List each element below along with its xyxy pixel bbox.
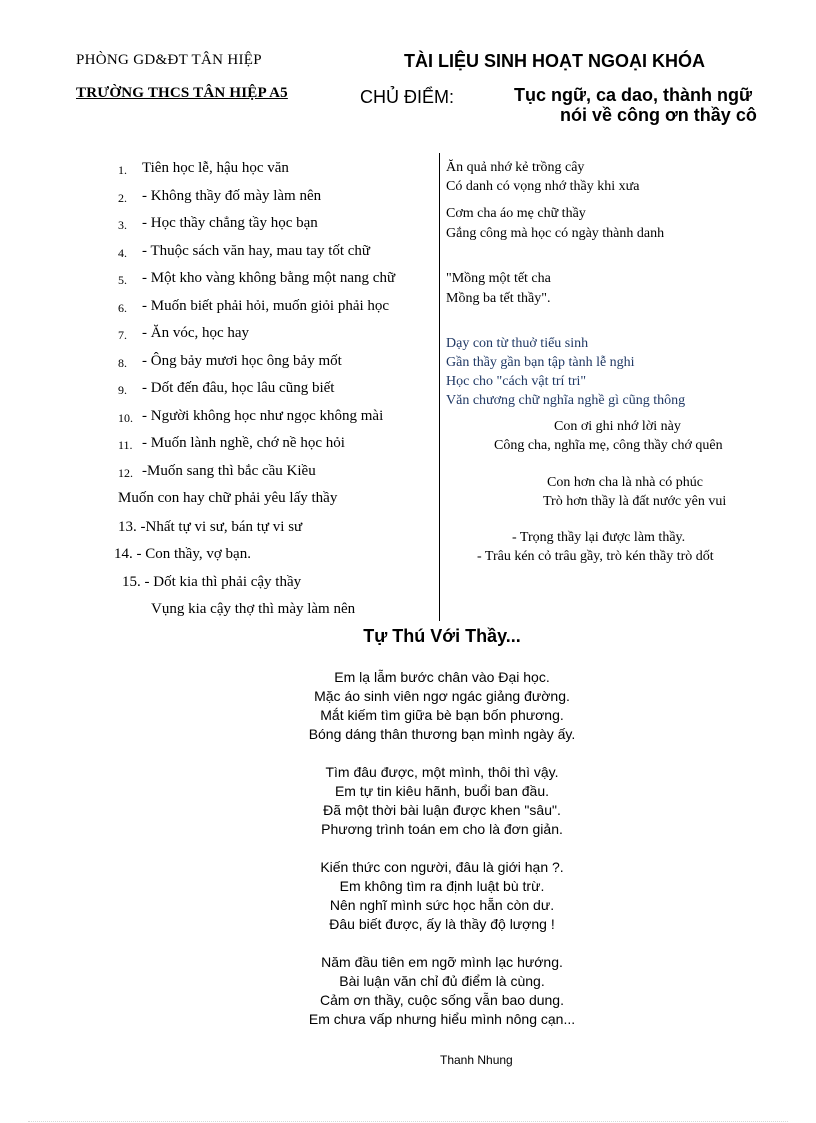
proverb-number: 10. <box>118 411 133 425</box>
proverb-14: 14. - Con thầy, vợ bạn. <box>114 546 251 562</box>
topic-title-line1: Tục ngữ, ca dao, thành ngữ <box>514 85 753 105</box>
page-footer-rule <box>28 1121 788 1122</box>
proverb-line: - Trọng thầy lại được làm thầy. <box>512 530 686 545</box>
proverb-text: - Không thầy đố mày làm nên <box>142 188 322 204</box>
proverb-15-continuation: Vụng kia cậy thợ thì mày làm nên <box>151 601 356 617</box>
poem-line: Đã một thời bài luận được khen "sâu". <box>323 802 561 818</box>
proverb-number: 9. <box>118 383 127 397</box>
proverb-text: -Muốn sang thì bắc cầu Kiều <box>142 463 316 479</box>
proverb-text: - Muốn biết phải hỏi, muốn giỏi phải học <box>142 298 390 314</box>
poem-line: Em lạ lẫm bước chân vào Đại học. <box>334 669 550 685</box>
poem-line: Đâu biết được, ấy là thầy độ lượng ! <box>329 916 555 932</box>
poem-line: Mắt kiếm tìm giữa bè bạn bốn phương. <box>320 707 564 723</box>
proverb-number: 5. <box>118 273 127 287</box>
document-title: TÀI LIỆU SINH HOẠT NGOẠI KHÓA <box>404 51 705 71</box>
poem-line-blue: Gần thầy gần bạn tập tành lễ nghi <box>446 355 635 370</box>
poem-line-blue: Văn chương chữ nghĩa nghề gì cũng thông <box>446 393 686 408</box>
poem-line: Tìm đâu được, một mình, thôi thì vậy. <box>325 764 559 780</box>
column-divider <box>439 153 440 621</box>
proverb-number: 12. <box>118 466 133 480</box>
poem-line: Cảm ơn thầy, cuộc sống vẫn bao dung. <box>320 992 564 1008</box>
topic-label: CHỦ ĐIỂM: <box>360 87 454 107</box>
proverb-text: - Một kho vàng không bằng một nang chữ <box>142 270 396 286</box>
poem-line: Nên nghĩ mình sức học hẵn còn dư. <box>329 897 555 913</box>
couplet-line: Ăn quả nhớ kẻ trồng cây <box>446 160 585 175</box>
couplet-line: Mồng ba tết thầy". <box>446 291 551 306</box>
proverb-text: - Thuộc sách văn hay, mau tay tốt chữ <box>142 243 371 259</box>
department-name: PHÒNG GD&ĐT TÂN HIỆP <box>76 52 262 68</box>
proverb-text: - Ăn vóc, học hay <box>142 325 250 341</box>
poem-line: Em chưa vấp nhưng hiểu mình nông cạn... <box>308 1011 576 1027</box>
proverb-text: - Ông bảy mươi học ông bảy mốt <box>142 353 342 369</box>
proverb-text: Tiên học lễ, hậu học văn <box>142 160 289 176</box>
topic-title-line2: nói về công ơn thầy cô <box>560 105 757 125</box>
school-name: TRƯỜNG THCS TÂN HIỆP A5 <box>76 85 288 101</box>
couplet-line: Con ơi ghi nhớ lời này <box>554 419 681 434</box>
poem-author: Thanh Nhung <box>440 1053 513 1067</box>
couplet-line: "Mồng một tết cha <box>446 271 551 286</box>
proverb-13: 13. -Nhất tự vi sư, bán tự vi sư <box>118 519 303 535</box>
proverb-number: 8. <box>118 356 127 370</box>
poem-line-blue: Dạy con từ thuở tiểu sinh <box>446 336 589 351</box>
proverb-line: - Trâu kén cỏ trâu gầy, trò kén thầy trò dốt <box>477 549 714 564</box>
proverb-number: 6. <box>118 301 127 315</box>
proverb-number: 7. <box>118 328 127 342</box>
poem-line: Bóng dáng thân thương bạn mình ngày ấy. <box>308 726 576 742</box>
proverb-number: 11. <box>118 438 133 452</box>
poem-line: Kiến thức con người, đâu là giới hạn ?. <box>320 859 564 875</box>
couplet-line: Gắng công mà học có ngày thành danh <box>446 226 665 241</box>
proverb-text: - Dốt đến đâu, học lâu cũng biết <box>142 380 335 396</box>
proverb-text: - Người không học như ngọc không mài <box>142 408 384 424</box>
poem-line: Năm đầu tiên em ngỡ mình lạc hướng. <box>321 954 563 970</box>
couplet-line: Con hơn cha là nhà có phúc <box>547 475 703 490</box>
proverb-number: 2. <box>118 191 127 205</box>
proverb-15: 15. - Dốt kia thì phải cậy thầy <box>122 574 302 590</box>
poem-title: Tự Thú Với Thầy... <box>363 626 521 646</box>
couplet-line: Công cha, nghĩa mẹ, công thầy chớ quên <box>494 438 723 453</box>
proverb-number: 4. <box>118 246 127 260</box>
proverb-text: - Muốn lành nghề, chớ nề học hỏi <box>142 435 345 451</box>
poem-line: Em không tìm ra định luật bù trừ. <box>339 878 545 894</box>
proverb-continuation: Muốn con hay chữ phải yêu lấy thầy <box>118 490 338 506</box>
poem-line-blue: Học cho "cách vật trí tri" <box>446 374 587 389</box>
couplet-line: Cơm cha áo mẹ chữ thầy <box>446 206 586 221</box>
proverb-number: 1. <box>118 163 127 177</box>
couplet-line: Có danh có vọng nhớ thầy khi xưa <box>446 179 640 194</box>
proverb-text: - Học thầy chẳng tầy học bạn <box>142 215 318 231</box>
proverb-number: 3. <box>118 218 127 232</box>
poem-line: Bài luận văn chỉ đủ điểm là cùng. <box>339 973 545 989</box>
couplet-line: Trò hơn thầy là đất nước yên vui <box>543 494 727 509</box>
poem-line: Mặc áo sinh viên ngơ ngác giảng đường. <box>314 688 570 704</box>
poem-line: Em tự tin kiêu hãnh, buổi ban đầu. <box>334 783 550 799</box>
poem-line: Phương trình toán em cho là đơn giản. <box>321 821 563 837</box>
